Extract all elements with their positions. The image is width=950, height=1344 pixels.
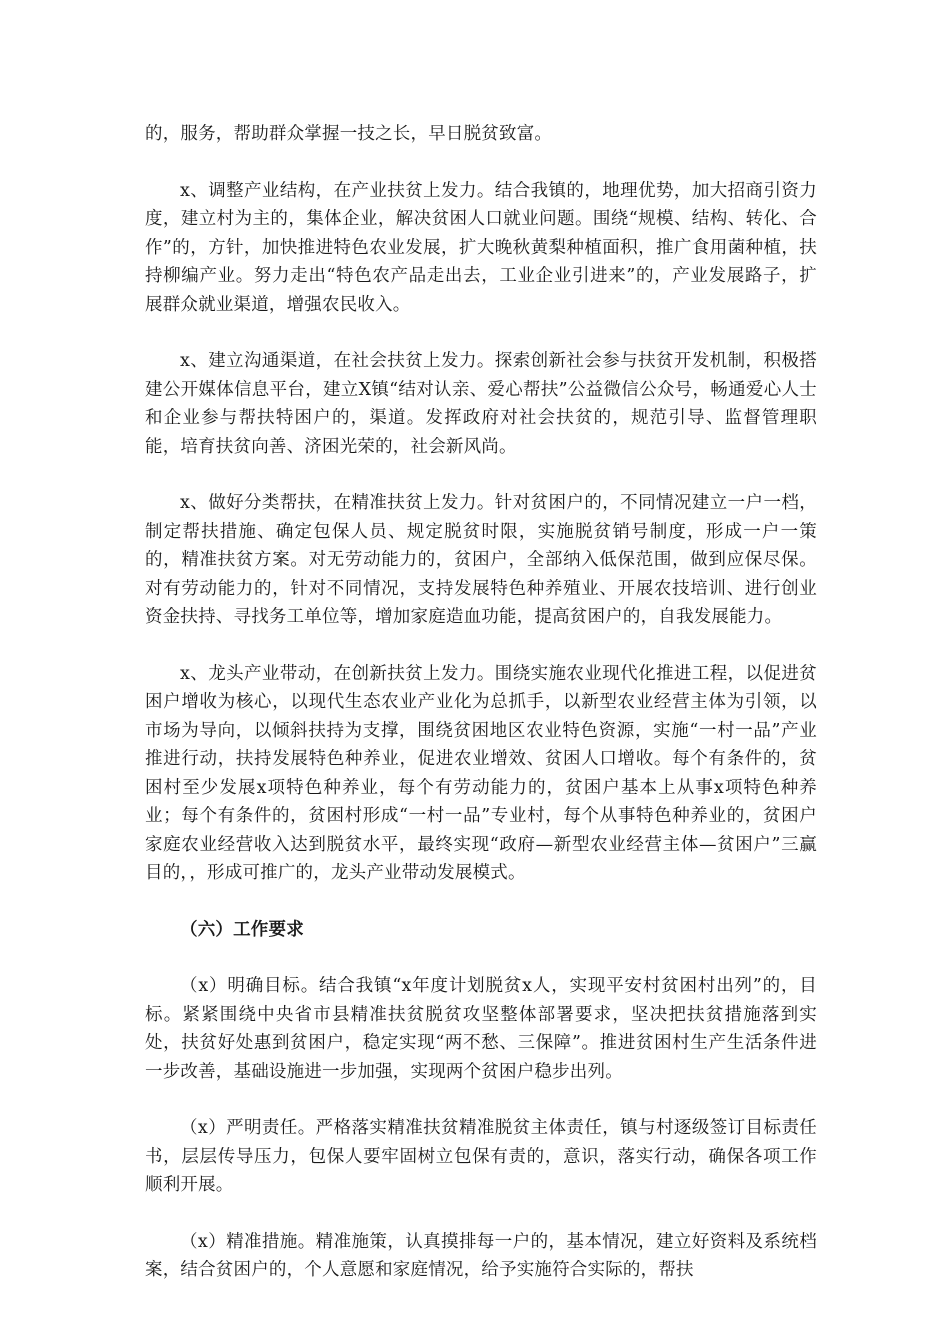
paragraph-industry-structure: x、调整产业结构，在产业扶贫上发力。结合我镇的，地理优势，加大招商引资力度，建立村为主的，集体企业，解决贫困人口就业问题。围绕“规模、结构、转化、合作”的，方针，加快推进特色农业发展，扩大晚秋黄梨种植面积，推广食用菌种植，扶持柳编产业。努力走出“特色农产品走出去，工业企业引进来”的，产业发展路子，扩展群众就业渠道，增强农民收入。 <box>145 180 817 315</box>
requirement-precise-measures: （x）精准措施。精准施策，认真摸排每一户的，基本情况，建立好资料及系统档案，结合贫困户的，个人意愿和家庭情况，给予实施符合实际的，帮扶 <box>145 1231 817 1280</box>
requirement-strict-responsibility: （x）严明责任。严格落实精准扶贫精准脱贫主体责任，镇与村逐级签订目标责任书，层层传导压力，包保人要牢固树立包保有责的，意识，落实行动，确保各项工作顺利开展。 <box>145 1118 817 1195</box>
paragraph-continuation: 的，服务，帮助群众掌握一技之长，早日脱贫致富。 <box>145 124 553 144</box>
requirement-clear-goals: （x）明确目标。结合我镇“x年度计划脱贫x人，实现平安村贫困村出列”的，目标。紧紧围绕中央省市县精准扶贫脱贫攻坚整体部署要求，坚决把扶贫措施落到实处，扶贫好处惠到贫困户，稳定实现“两不愁、三保障”。推进贫困村生产生活条件进一步改善，基础设施进一步加强，实现两个贫困户稳步出列。 <box>145 976 817 1082</box>
paragraph-leading-industry: x、龙头产业带动，在创新扶贫上发力。围绕实施农业现代化推进工程，以促进贫困户增收为核心，以现代生态农业产业化为总抓手，以新型农业经营主体为引领，以市场为导向，以倾斜扶持为支撑，围绕贫困地区农业特色资源，实施“一村一品”产业推进行动，扶持发展特色种养业，促进农业增效、贫困人口增收。每个有条件的，贫困村至少发展x项特色种养业，每个有劳动能力的，贫困户基本上从事x项特色种养业；每个有条件的，贫困村形成“一村一品”专业村，每个从事特色种养业的，贫困户家庭农业经营收入达到脱贫水平，最终实现“政府—新型农业经营主体—贫困户”三赢目的，，形成可推广的，龙头产业带动发展模式。 <box>145 663 817 883</box>
paragraph-classified-assistance: x、做好分类帮扶，在精准扶贫上发力。针对贫困户的，不同情况建立一户一档，制定帮扶措施、确定包保人员、规定脱贫时限，实施脱贫销号制度，形成一户一策的，精准扶贫方案。对无劳动能力的，贫困户，全部纳入低保范围，做到应保尽保。对有劳动能力的，针对不同情况，支持发展特色种养殖业、开展农技培训、进行创业资金扶持、寻找务工单位等，增加家庭造血功能，提高贫困户的，自我发展能力。 <box>145 493 817 627</box>
paragraph-communication-channels: x、建立沟通渠道，在社会扶贫上发力。探索创新社会参与扶贫开发机制，积极搭建公开媒体信息平台，建立X镇“结对认亲、爱心帮扶”公益微信公众号，畅通爱心人士和企业参与帮扶特困户的，渠道。发挥政府对社会扶贫的，规范引导、监督管理职能，培育扶贫向善、济困光荣的，社会新风尚。 <box>145 351 817 457</box>
section-heading: （六）工作要求 <box>180 919 304 940</box>
document-page <box>145 120 817 1313</box>
